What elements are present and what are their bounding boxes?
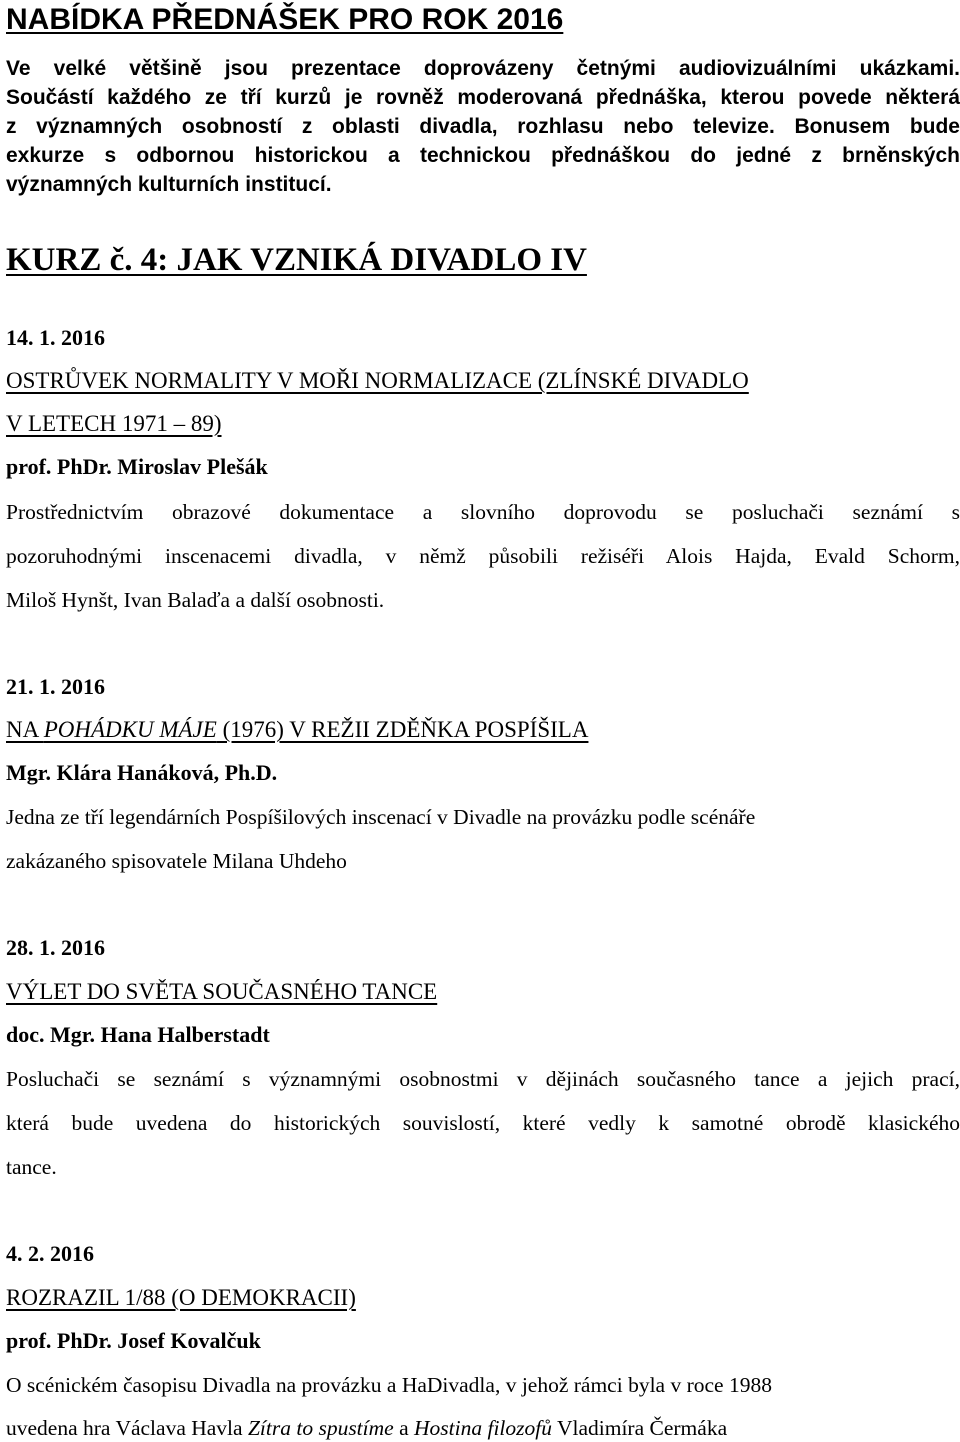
lecture-description: Prostřednictvím obrazové dokumentace a slovního doprovodu se posluchači seznámí s xyxy=(6,500,960,524)
lecturer-name: prof. PhDr. Miroslav Plešák xyxy=(6,454,268,479)
play-title: Zítra to spustíme xyxy=(247,1416,394,1440)
intro-paragraph xyxy=(6,54,960,199)
intro-line: Ve velké většině jsou prezentace doprovázeny četnými audiovizuálními ukázkami. xyxy=(6,57,960,80)
desc-text: Vladimíra Čermáka xyxy=(551,1416,728,1440)
lecture-title xyxy=(6,1284,368,1312)
lecture-date: 4. 2. 2016 xyxy=(6,1241,94,1266)
course-title: KURZ č. 4: JAK VZNIKÁ DIVADLO IV xyxy=(6,242,587,278)
lecture-title-text: ROZRAZIL 1/88 (O DEMOKRACII) xyxy=(6,1285,356,1310)
lecture-title: V LETECH 1971 – 89) xyxy=(6,411,222,436)
desc-text: a xyxy=(393,1416,414,1440)
lecture-title-suffix: (1976) V REŽII ZDĚŇKA POSPÍŠILA xyxy=(216,717,589,742)
lecture-description: pozoruhodnými inscenacemi divadla, v němž působili režiséři Alois Hajda, Evald Schorm, xyxy=(6,544,960,568)
intro-line: významných kulturních institucí. xyxy=(6,173,332,196)
lecture-description: O scénickém časopisu Divadla na provázku a HaDivadla, v jehož rámci byla v roce 1988 xyxy=(6,1373,772,1397)
lecture-description: Jedna ze tří legendárních Pospíšilových inscenací v Divadle na provázku podle scénáře xyxy=(6,805,756,829)
lecture-date: 28. 1. 2016 xyxy=(6,935,105,960)
lecture-description: tance. xyxy=(6,1155,57,1179)
intro-line: z významných osobností z oblasti divadla, rozhlasu nebo televize. Bonusem bude xyxy=(6,115,960,138)
intro-line: exkurze s odbornou historickou a technickou přednáškou do jedné z brněnských xyxy=(6,144,960,167)
play-title: Hostina filozofů xyxy=(414,1416,552,1440)
lecture-title xyxy=(6,716,600,744)
lecture-date: 14. 1. 2016 xyxy=(6,325,105,350)
lecture-title-prefix: NA xyxy=(6,717,44,742)
lecture-description: zakázaného spisovatele Milana Uhdeho xyxy=(6,849,347,873)
lecture-description xyxy=(6,1414,727,1442)
lecture-date: 21. 1. 2016 xyxy=(6,674,105,699)
lecturer-name: Mgr. Klára Hanáková, Ph.D. xyxy=(6,760,278,785)
lecture-title: OSTRŮVEK NORMALITY V MOŘI NORMALIZACE (ZLÍNSKÉ DIVADLO xyxy=(6,368,749,393)
lecture-title-work: POHÁDKU MÁJE xyxy=(43,717,217,742)
lecturer-name: prof. PhDr. Josef Kovalčuk xyxy=(6,1328,261,1353)
lecture-description: která bude uvedena do historických souvislostí, které vedly k samotné obrodě klasického xyxy=(6,1111,960,1135)
lecture-title xyxy=(6,978,449,1006)
intro-line: Součástí každého ze tří kurzů je rovněž moderovaná přednáška, kterou povede některá xyxy=(6,86,960,109)
page-title: NABÍDKA PŘEDNÁŠEK PRO ROK 2016 xyxy=(6,3,564,36)
lecture-description: Miloš Hynšt, Ivan Balaďa a další osobnosti. xyxy=(6,588,385,612)
lecturer-name: doc. Mgr. Hana Halberstadt xyxy=(6,1022,270,1047)
desc-text: uvedena hra Václava Havla xyxy=(6,1416,248,1440)
lecture-description: Posluchači se seznámí s významnými osobnostmi v dějinách současného tance a jejich prací, xyxy=(6,1067,960,1091)
lecture-title-text: VÝLET DO SVĚTA SOUČASNÉHO TANCE xyxy=(6,979,438,1004)
